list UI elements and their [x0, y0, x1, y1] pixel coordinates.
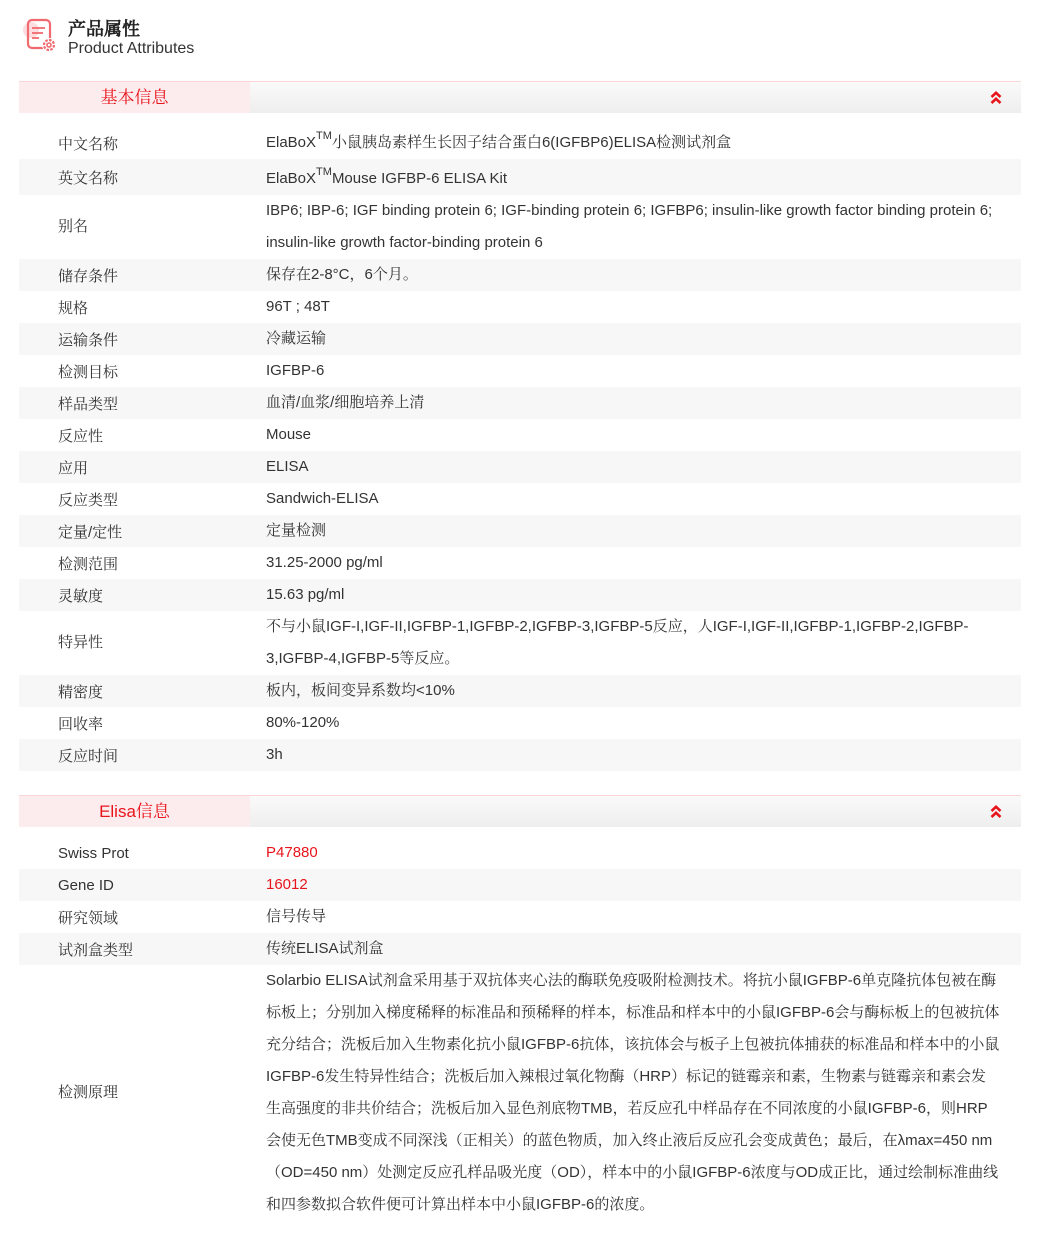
table-row [19, 965, 1021, 1221]
row-label: 反应类型 [58, 491, 119, 509]
row-label: Swiss Prot [58, 844, 129, 862]
elisa-info-tab[interactable]: Elisa信息 [19, 796, 250, 827]
row-label: 规格 [58, 299, 89, 317]
row-value: 信号传导 [266, 908, 327, 925]
table-row [19, 259, 1021, 291]
row-label: 应用 [58, 459, 89, 477]
table-row [19, 483, 1021, 515]
basic-info-tab[interactable]: 基本信息 [19, 82, 250, 113]
row-value: 保存在2-8°C，6个月。 [266, 266, 418, 283]
row-label: 特异性 [58, 634, 104, 651]
elisa-info-section [19, 795, 1021, 1221]
row-label: 中文名称 [58, 135, 119, 153]
row-label: 运输条件 [58, 331, 119, 349]
double-chevron-up-icon [990, 91, 1002, 105]
table-row [19, 933, 1021, 965]
row-label: 定量/定性 [58, 523, 123, 541]
row-value: ElaBoX™小鼠胰岛素样生长因子结合蛋白6(IGFBP6)ELISA检测试剂盒 [266, 130, 732, 151]
table-row [19, 195, 1021, 259]
row-value: 冷藏运输 [266, 330, 327, 347]
table-row [19, 127, 1021, 159]
row-label: 检测范围 [58, 555, 119, 573]
page-subtitle: Product Attributes [68, 40, 195, 57]
row-label: 研究领域 [58, 909, 119, 927]
row-value: IGFBP-6 [266, 362, 325, 379]
row-value: ELISA [266, 458, 309, 475]
row-value: Solarbio ELISA试剂盒采用基于双抗体夹心法的酶联免疫吸附检测技术。将抗小鼠IGFBP-6单克隆抗体包被在酶标板上；分别加入梯度稀释的标准品和预稀释的样本，标准品和样本中的小鼠IGFBP-6会与酶标板上的包被抗体充分结合；洗板后加入生物素化抗小鼠IGFBP-6抗体，该抗体会与板子上包被抗体捕获的标准品和样本中的小鼠IGFBP-6发生特异性结合；洗板后加入辣根过氧化物酶（HRP）标记的链霉亲和素，生物素与链霉亲和素会发生高强度的非共价结合；洗板后加入显色剂底物TMB，若反应孔中样品存在不同浓度的小鼠IGFBP-6，则HRP会使无色TMB变成不同深浅（正相关）的蓝色物质，加入终止液后反应孔会变成黄色；最后，在λmax=450 nm（OD=450 nm）处测定反应孔样品吸光度（OD），样本中的小鼠IGFBP-6浓度与OD成正比，通过绘制标准曲线和四参数拟合软件便可计算出样本中小鼠IGFBP-6的浓度。 [266, 972, 1000, 1213]
row-value: 3h [266, 746, 283, 763]
table-row [19, 387, 1021, 419]
row-value: 定量检测 [266, 522, 327, 539]
row-label: 别名 [58, 218, 89, 235]
row-value: Sandwich-ELISA [266, 490, 379, 507]
table-row [19, 451, 1021, 483]
table-row [19, 611, 1021, 675]
row-value: 80%-120% [266, 714, 340, 731]
table-row [19, 837, 1021, 869]
gene-id-link[interactable]: 16012 [266, 876, 308, 893]
basic-info-header [19, 81, 1021, 113]
row-label: 试剂盒类型 [58, 941, 134, 959]
row-label: 储存条件 [58, 267, 119, 285]
table-row [19, 675, 1021, 707]
page-header [22, 16, 194, 60]
table-row [19, 901, 1021, 933]
row-value: 传统ELISA试剂盒 [266, 940, 384, 957]
row-label: 英文名称 [58, 169, 119, 187]
row-value: 31.25-2000 pg/ml [266, 554, 383, 571]
row-value [266, 837, 1021, 869]
swiss-prot-link[interactable]: P47880 [266, 844, 318, 861]
elisa-info-table [19, 837, 1021, 1221]
table-row [19, 419, 1021, 451]
table-row [19, 547, 1021, 579]
row-value: Mouse [266, 426, 312, 443]
double-chevron-up-icon [990, 805, 1002, 819]
row-label: 反应时间 [58, 747, 119, 765]
table-row [19, 515, 1021, 547]
row-value: IBP6; IBP-6; IGF binding protein 6; IGF-binding protein 6; IGFBP6; insulin-like growth factor binding protein 6; insulin-like growth factor-binding protein 6 [266, 202, 993, 251]
row-label: 检测原理 [58, 1084, 119, 1101]
table-row [19, 323, 1021, 355]
page-title: 产品属性 [68, 19, 140, 39]
elisa-info-header [19, 795, 1021, 827]
row-value: 血清/血浆/细胞培养上清 [266, 394, 425, 411]
row-label: 样品类型 [58, 395, 119, 413]
row-value: 15.63 pg/ml [266, 586, 345, 603]
row-value: 板内，板间变异系数均<10% [266, 682, 455, 699]
row-label: 反应性 [58, 427, 104, 445]
basic-info-collapse-button[interactable] [971, 82, 1021, 113]
document-gear-icon [22, 16, 64, 58]
row-value: ElaBoX™Mouse IGFBP-6 ELISA Kit [266, 166, 508, 187]
row-value [266, 869, 1021, 901]
row-label: 回收率 [58, 715, 104, 733]
row-label: Gene ID [58, 876, 114, 894]
table-row [19, 291, 1021, 323]
row-label: 精密度 [58, 683, 104, 701]
table-row [19, 739, 1021, 771]
basic-info-section [19, 81, 1021, 771]
table-row [19, 869, 1021, 901]
table-row [19, 355, 1021, 387]
basic-info-table [19, 127, 1021, 771]
row-label: 检测目标 [58, 363, 119, 381]
row-value: 96T ; 48T [266, 298, 330, 315]
table-row [19, 579, 1021, 611]
row-value: 不与小鼠IGF-I,IGF-II,IGFBP-1,IGFBP-2,IGFBP-3,IGFBP-5反应，人IGF-I,IGF-II,IGFBP-1,IGFBP-2,IGFBP-3,IGFBP-4,IGFBP-5等反应。 [266, 618, 969, 667]
table-row [19, 707, 1021, 739]
row-label: 灵敏度 [58, 587, 104, 605]
table-row [19, 159, 1021, 195]
elisa-info-collapse-button[interactable] [971, 796, 1021, 827]
